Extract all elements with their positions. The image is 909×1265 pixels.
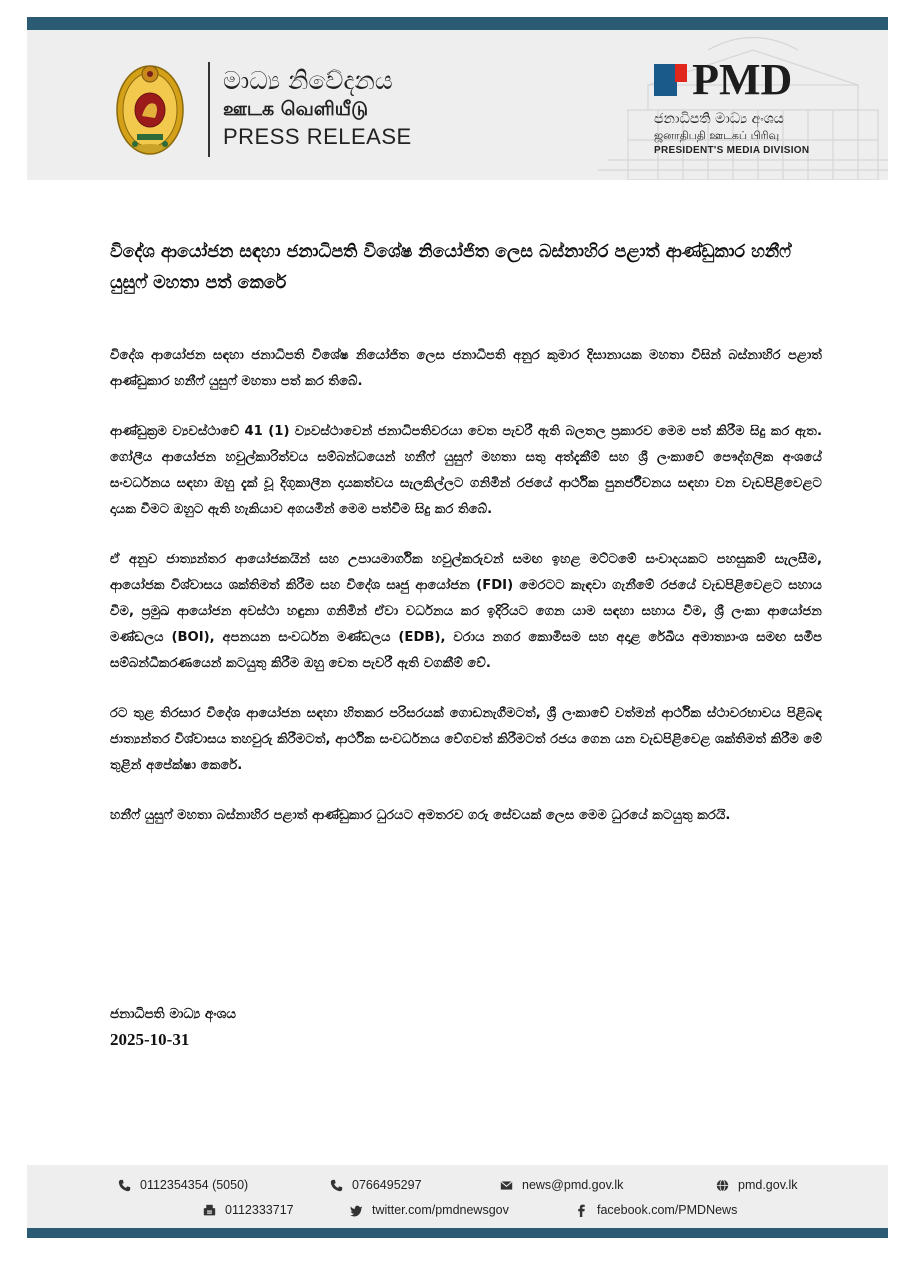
top-accent-bar — [27, 17, 888, 30]
footer-phone1[interactable] — [117, 1178, 248, 1192]
title-tamil: ஊடக வெளியீடு — [223, 98, 369, 120]
pmd-sub-english: PRESIDENT'S MEDIA DIVISION — [654, 145, 810, 156]
website-text: pmd.gov.lk — [738, 1178, 798, 1192]
signature-block — [110, 1002, 236, 1054]
pmd-logo-text: PMD — [692, 55, 793, 104]
footer-fax[interactable] — [202, 1203, 294, 1217]
release-date: 2025-10-31 — [110, 1030, 190, 1049]
pmd-sub-tamil: ஜனாதிபதி ஊடகப் பிரிவு — [654, 129, 780, 142]
paragraph: හනීෆ් යුසුෆ් මහතා බස්නාහිර පළාත් ආණ්ඩුකාර ධුරයට අමතරව ගරු සේවයක් ලෙස මෙම ධුරයේ කටයුතු කරයි. — [110, 808, 731, 823]
headline: විදේශ ආයෝජන සඳහා ජනාධිපති විශේෂ නියෝජිත ලෙස බස්නාහිර පළාත් ආණ්ඩුකාර හනීෆ් යුසුෆ් මහතා පත් කෙරේ — [110, 242, 791, 293]
national-emblem-icon — [115, 60, 185, 156]
pmd-sub-sinhala: ජනාධිපති මාධ්‍ය අංශය — [654, 111, 784, 127]
email-text: news@pmd.gov.lk — [522, 1178, 624, 1192]
pmd-division-name — [654, 110, 809, 158]
paragraph: ඒ අනුව ජාත්‍යන්තර ආයෝජකයින් සහ උපායමාර්ගික හවුල්කරුවන් සමඟ ඉහළ මට්ටමේ සංවාදයකට පහසුකම් සැලසීම, ආයෝජක විශ්වාසය ශක්තිමත් කිරීම සහ විදේශ සෘජු ආයෝජන (FDI) මෙරටට කැඳවා ගැනීමේ රජයේ වැඩපිළිවෙළට සහාය වීම, ප්‍රමුඛ ආයෝජන අවස්ථා හඳුනා ගනිමින් ඒවා වර්ධනය කර ඉදිරියට ගෙන යාම සඳහා සහාය වීම, ශ්‍රී ලංකා ආයෝජන මණ්ඩලය (BOI), අපනයන සංවර්ධන මණ්ඩලය (EDB), වරාය නගර කොමිසම සහ අදාළ රේඛීය අමාත්‍යාංශ සමඟ සමීප සම්බන්ධීකරණයෙන් කටයුතු කිරීම ඔහු වෙත පැවරී ඇති වගකීම් වේ. — [110, 552, 822, 671]
phone2-text: 0766495297 — [352, 1178, 422, 1192]
letterhead — [27, 30, 888, 180]
pmd-logo — [654, 55, 793, 104]
footer-twitter[interactable] — [349, 1203, 509, 1217]
paragraph: විදේශ ආයෝජන සඳහා ජනාධිපති විශේෂ නියෝජිත ලෙස ජනාධිපති අනුර කුමාර දිසානායක මහතා විසින් බස්නාහිර පළාත් ආණ්ඩුකාර හනීෆ් යුසුෆ් මහතා පත් කර තිබේ. — [110, 348, 822, 389]
header-divider — [208, 62, 210, 157]
twitter-text: twitter.com/pmdnewsgov — [372, 1203, 509, 1217]
phone-icon — [117, 1178, 131, 1192]
press-release-page — [27, 17, 888, 1238]
article-body — [110, 343, 822, 853]
footer-facebook[interactable] — [574, 1203, 737, 1217]
fax-icon — [202, 1203, 216, 1217]
twitter-icon — [349, 1203, 363, 1217]
fax-text: 0112333717 — [225, 1203, 294, 1217]
globe-icon — [715, 1178, 729, 1192]
paragraph: රට තුළ තිරසාර විදේශ ආයෝජන සඳහා හිතකර පරිසරයක් ගොඩනැගීමටත්, ශ්‍රී ලංකාවේ වත්මන් ආර්ථික ස්ථාවරභාවය පිළිබඳ ජාත්‍යන්තර විශ්වාසය තහවුරු කිරීමටත්, ආර්ථික සංවර්ධනය වේගවත් කිරීමටත් රජය ගෙන යන වැඩපිළිවෙළ ශක්තිමත් කිරීම මේ තුළින් අපේක්ෂා කෙරේ. — [110, 706, 822, 773]
footer-website[interactable] — [715, 1178, 798, 1192]
paragraph: ආණ්ඩුක්‍රම ව්‍යවස්ථාවේ 41 (1) ව්‍යවස්ථාවෙන් ජනාධිපතිවරයා වෙත පැවරී ඇති බලතල ප්‍රකාරව මෙම පත් කිරීම සිදු කර ඇත. ගෝලීය ආයෝජන හවුල්කාරිත්වය සම්බන්ධයෙන් හනීෆ් යුසුෆ් මහතා සතු අත්දැකීම් සහ ශ්‍රී ලංකාවේ පෞද්ගලික අංශයේ සංවර්ධනය සඳහා ඔහු දැක් වූ දිගුකාලීන දායකත්වය සැලකිල්ලට ගනිමින් රජයේ ආර්ථික පුනර්ජීවනය සඳහා වන වැඩපිළිවෙළට දායක වීමට ඔහුට ඇති හැකියාව අගයමින් මෙම පත්වීම සිදු කර තිබේ. — [110, 424, 822, 517]
pmd-logo-mark-icon — [654, 64, 677, 96]
footer-email[interactable] — [499, 1178, 623, 1192]
header-titles — [223, 66, 412, 152]
footer-phone2[interactable] — [329, 1178, 422, 1192]
facebook-icon — [574, 1203, 588, 1217]
mail-icon — [499, 1178, 513, 1192]
title-sinhala: මාධ්‍ය නිවේදනය — [223, 66, 393, 95]
phone-icon — [329, 1178, 343, 1192]
bottom-accent-bar — [27, 1228, 888, 1238]
title-english: PRESS RELEASE — [223, 124, 412, 149]
phone1-text: 0112354354 (5050) — [140, 1178, 249, 1192]
contact-footer — [27, 1165, 888, 1228]
signature-name: ජනාධිපති මාධ්‍ය අංශය — [110, 1006, 237, 1022]
facebook-text: facebook.com/PMDNews — [597, 1203, 738, 1217]
